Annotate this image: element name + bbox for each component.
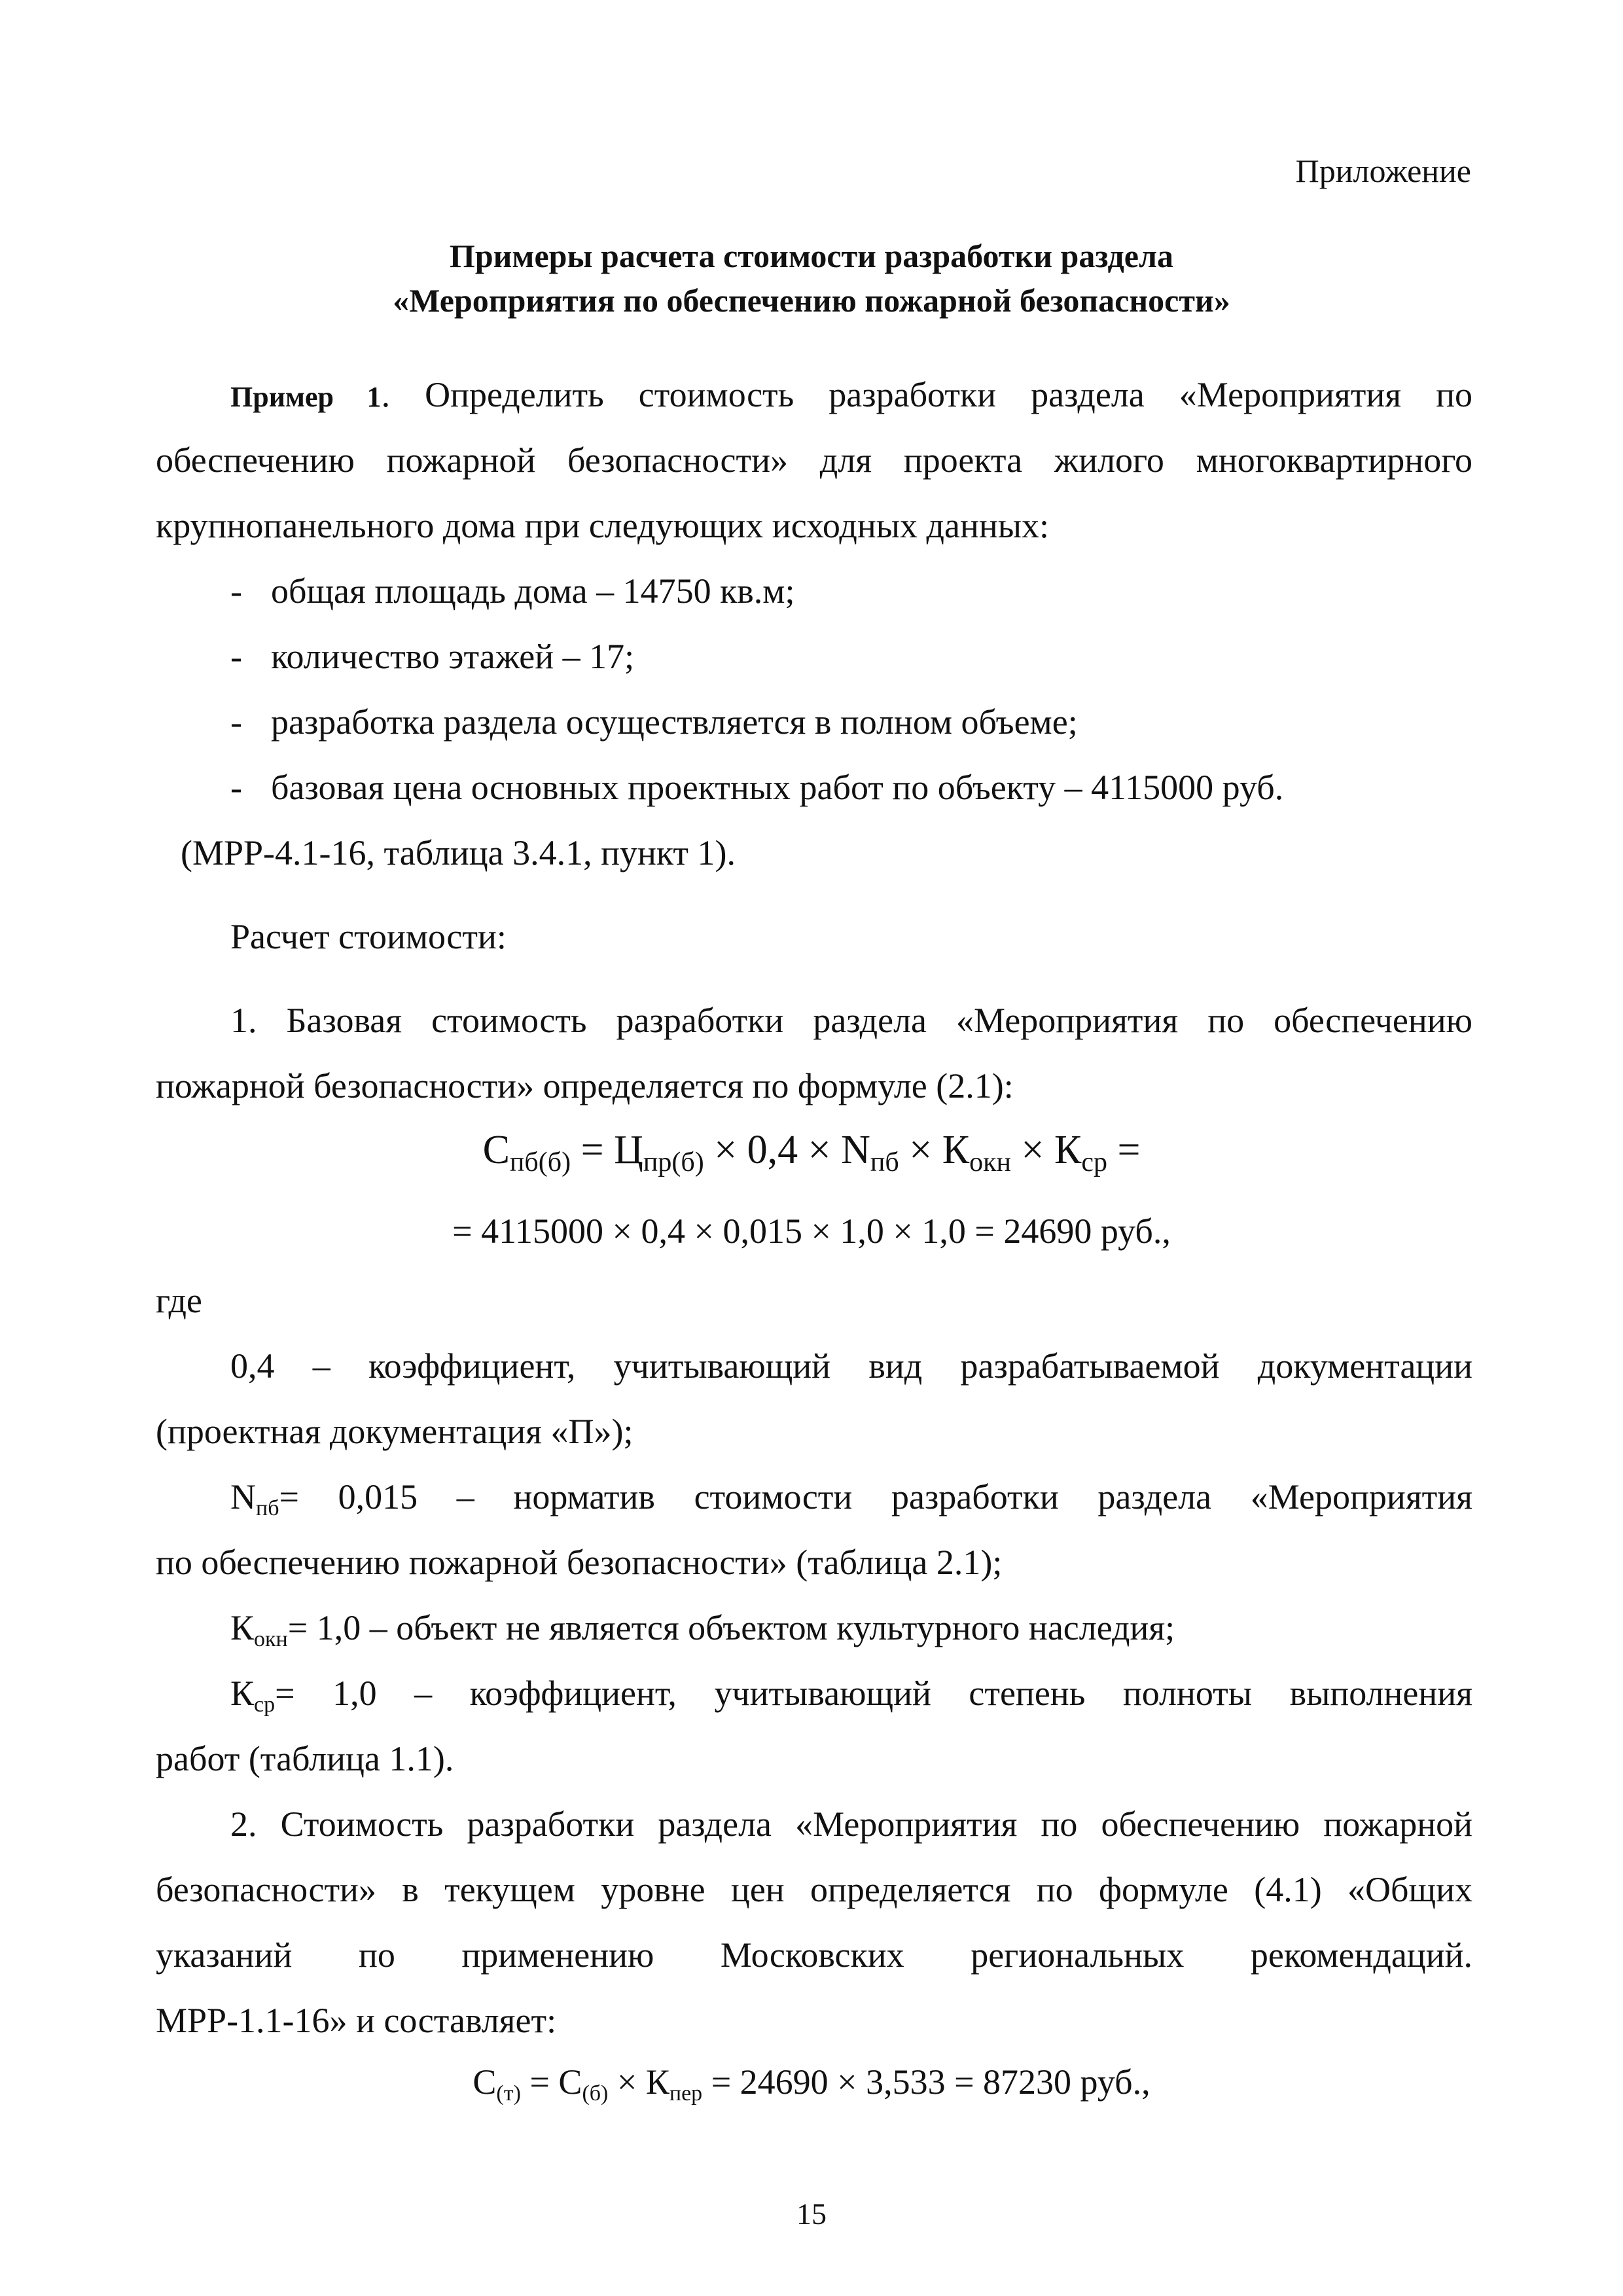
where-label: где [156,1281,202,1320]
definition-1-line-1: 0,4 – коэффициент, учитывающий вид разрабатываемой документации [230,1346,1472,1386]
step-2-line-3: указаний по применению Московских региональных рекомендаций. [156,1935,1472,1975]
example-intro-line-1 [230,374,1472,415]
definition-1-line-2: (проектная документация «П»); [156,1412,633,1451]
source-reference: (МРР-4.1-16, таблица 3.4.1, пункт 1). [181,833,736,872]
step-2-line-1: 2. Стоимость разработки раздела «Мероприятия по обеспечению пожарной [230,1804,1472,1844]
definition-4-line-2: работ (таблица 1.1). [156,1739,454,1778]
page-number: 15 [796,2197,827,2231]
definition-2-line-2: по обеспечению пожарной безопасности» (таблица 2.1); [156,1543,1003,1582]
step-2-line-2: безопасности» в текущем уровне цен определяется по формуле (4.1) «Общих [156,1870,1472,1909]
step-2-line-4: МРР-1.1-16» и составляет: [156,2001,557,2040]
calculation-heading: Расчет стоимости: [230,917,507,956]
list-item: - разработка раздела осуществляется в полном объеме; [230,702,1078,742]
list-item: - базовая цена основных проектных работ по объекту – 4115000 руб. [230,768,1284,807]
definition-4-line-1: $К_{ср}= 1,0$ – коэффициент, учитывающий степень полноты выполнения [230,1674,1472,1717]
example-intro-text: . Определить стоимость разработки раздела «Мероприятия по [381,375,1472,414]
example-intro-line-2: обеспечению пожарной безопасности» для проекта жилого многоквартирного [156,440,1472,480]
step-1-line-1: 1. Базовая стоимость разработки раздела «Мероприятия по обеспечению [230,1001,1472,1040]
appendix-label: Приложение [1295,152,1471,189]
definition-2-line-1: $N_{пб}= 0,015$ – норматив стоимости разработки раздела «Мероприятия [230,1477,1472,1520]
title-line-1: Примеры расчета стоимости разработки раздела [449,238,1174,274]
title-line-2: «Мероприятия по обеспечению пожарной безопасности» [393,282,1230,319]
formula-1-result: = 4115000 × 0,4 × 0,015 × 1,0 × 1,0 = 24690 руб., [452,1211,1171,1251]
formula-2: $С_{(т)} = С_{(б)} \times К_{пер} = 24690 \times 3,533 = 87230$ руб., [473,2062,1150,2106]
formula-1: $С_{пб(б)} = Ц_{пр(б)} \times 0,4 \times N_{пб} \times К_{окн} \times К_{ср}$ = [482,1128,1141,1177]
step-1-line-2: пожарной безопасности» определяется по формуле (2.1): [156,1066,1014,1105]
list-item: - общая площадь дома – 14750 кв.м; [230,571,795,611]
example-intro-line-3: крупнопанельного дома при следующих исходных данных: [156,506,1050,545]
definition-3: $К_{окн}= 1,0$ – объект не является объектом культурного наследия; [230,1608,1175,1651]
list-item: - количество этажей – 17; [230,637,635,676]
example-label: Пример 1 [230,381,382,413]
